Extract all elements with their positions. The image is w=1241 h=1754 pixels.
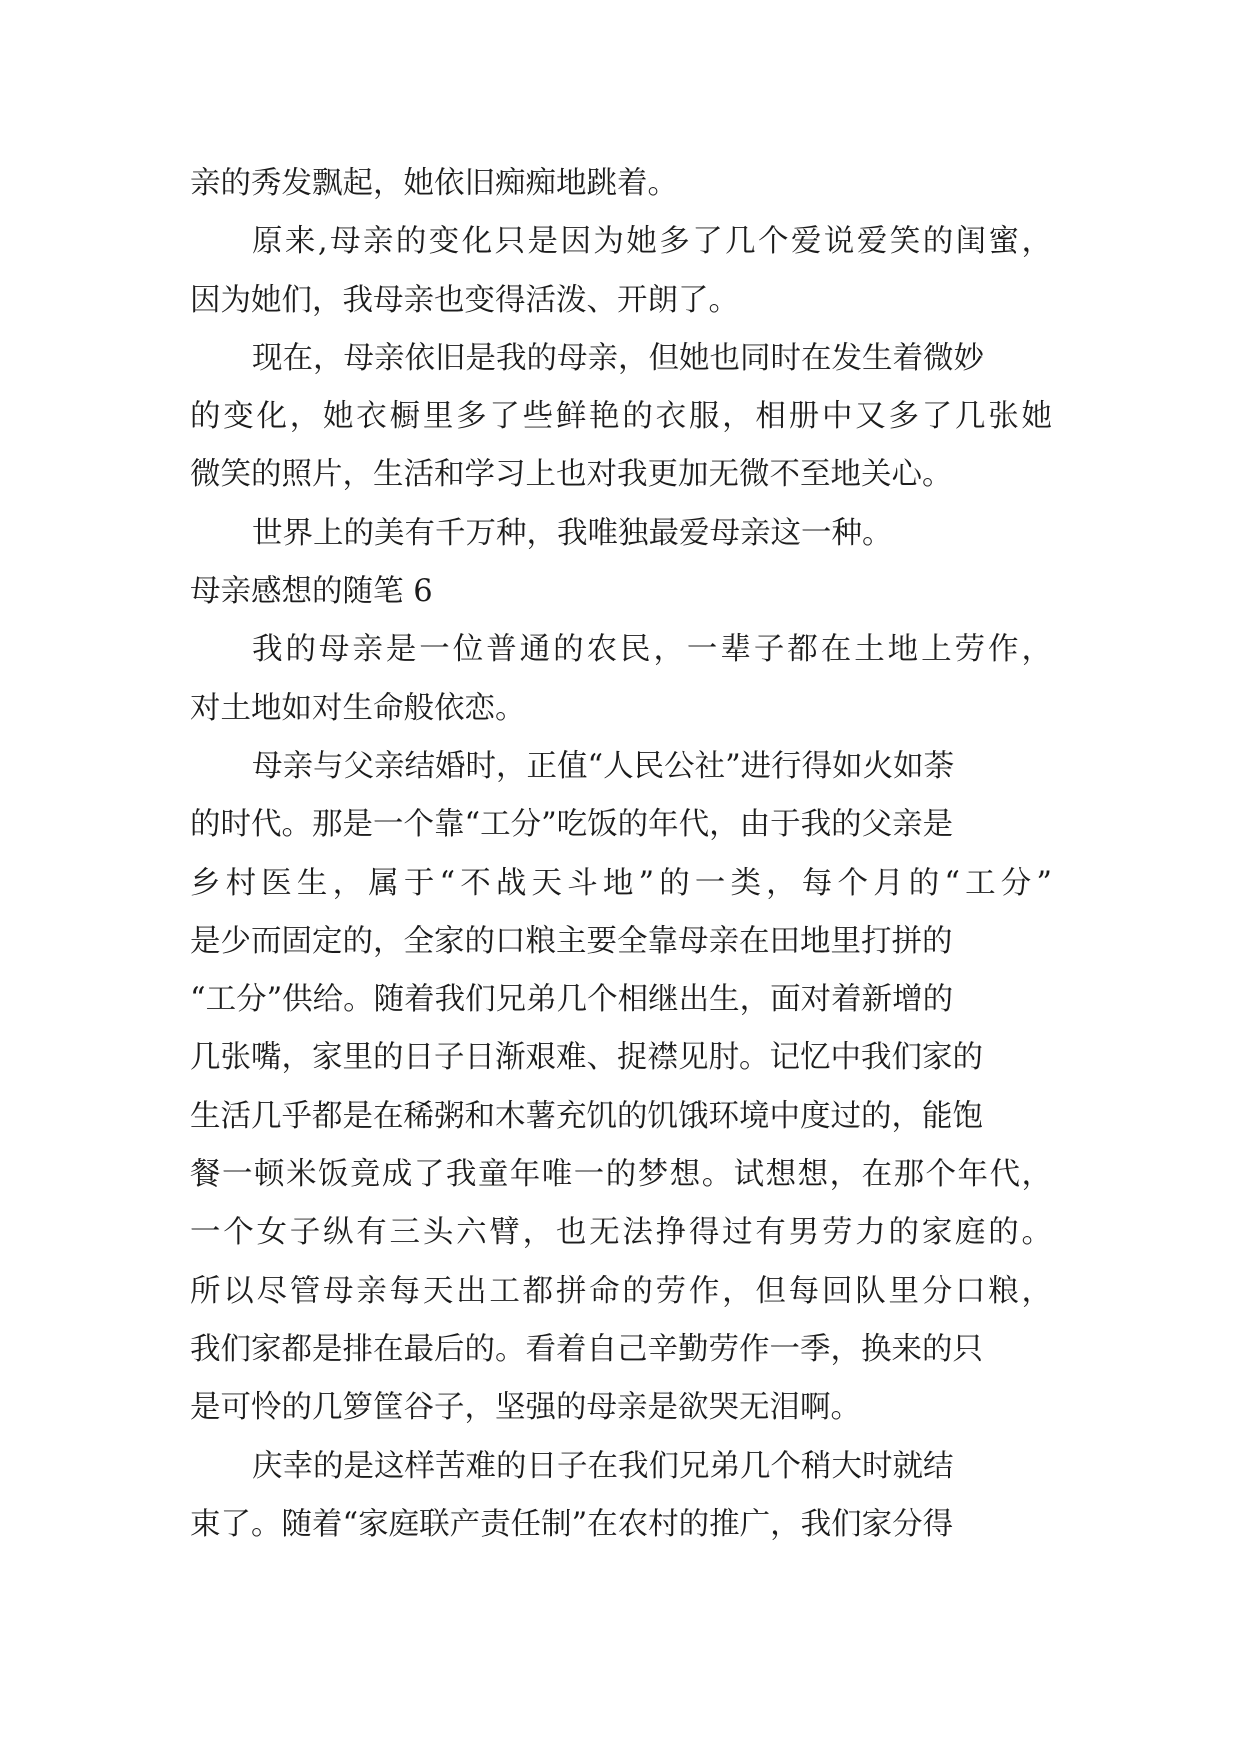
text-line: “工分”供给。随着我们兄弟几个相继出生，面对着新增的	[190, 982, 954, 1018]
text-line: 亲的秀发飘起，她依旧痴痴地跳着。	[190, 166, 678, 201]
text-line: 束了。随着“家庭联产责任制”在农村的推广，我们家分得	[190, 1506, 954, 1542]
text-line: 是可怜的几箩筐谷子，坚强的母亲是欲哭无泪啊。	[190, 1390, 861, 1426]
section-heading: 母亲感想的随笔 6	[190, 574, 433, 610]
document-body	[190, 155, 1052, 1554]
text-line: 庆幸的是这样苦难的日子在我们兄弟几个稍大时就结	[252, 1448, 954, 1484]
text-line: 对土地如对生命般依恋。	[190, 690, 526, 726]
text-line: 生活几乎都是在稀粥和木薯充饥的饥饿环境中度过的，能饱	[190, 1098, 983, 1134]
text-line: 因为她们，我母亲也变得活泼、开朗了。	[190, 282, 739, 318]
text-line: 乡村医生，属于“不战天斗地”的一类，每个月的“工分”	[190, 865, 1052, 901]
text-line: 的时代。那是一个靠“工分”吃饭的年代，由于我的父亲是	[190, 807, 954, 843]
text-line: 几张嘴，家里的日子日渐艰难、捉襟见肘。记忆中我们家的	[190, 1040, 983, 1076]
text-line: 我们家都是排在最后的。看着自己辛勤劳作一季，换来的只	[190, 1331, 983, 1367]
text-line: 现在，母亲依旧是我的母亲，但她也同时在发生着微妙	[252, 340, 984, 376]
text-line: 原来,母亲的变化只是因为她多了几个爱说爱笑的闺蜜，	[252, 224, 1052, 260]
text-line: 餐一顿米饭竟成了我童年唯一的梦想。试想想，在那个年代，	[190, 1157, 1052, 1193]
text-line: 母亲与父亲结婚时，正值“人民公社”进行得如火如荼	[252, 748, 955, 784]
text-line: 我的母亲是一位普通的农民，一辈子都在土地上劳作，	[252, 632, 1052, 668]
text-line: 是少而固定的，全家的口粮主要全靠母亲在田地里打拼的	[190, 923, 953, 959]
text-line: 微笑的照片，生活和学习上也对我更加无微不至地关心。	[190, 457, 953, 493]
text-line: 所以尽管母亲每天出工都拼命的劳作，但每回队里分口粮，	[190, 1273, 1052, 1309]
text-line: 世界上的美有千万种，我唯独最爱母亲这一种。	[252, 515, 893, 551]
text-line: 的变化，她衣橱里多了些鲜艳的衣服，相册中又多了几张她	[190, 399, 1052, 435]
text-line: 一个女子纵有三头六臂，也无法挣得过有男劳力的家庭的。	[190, 1215, 1052, 1251]
